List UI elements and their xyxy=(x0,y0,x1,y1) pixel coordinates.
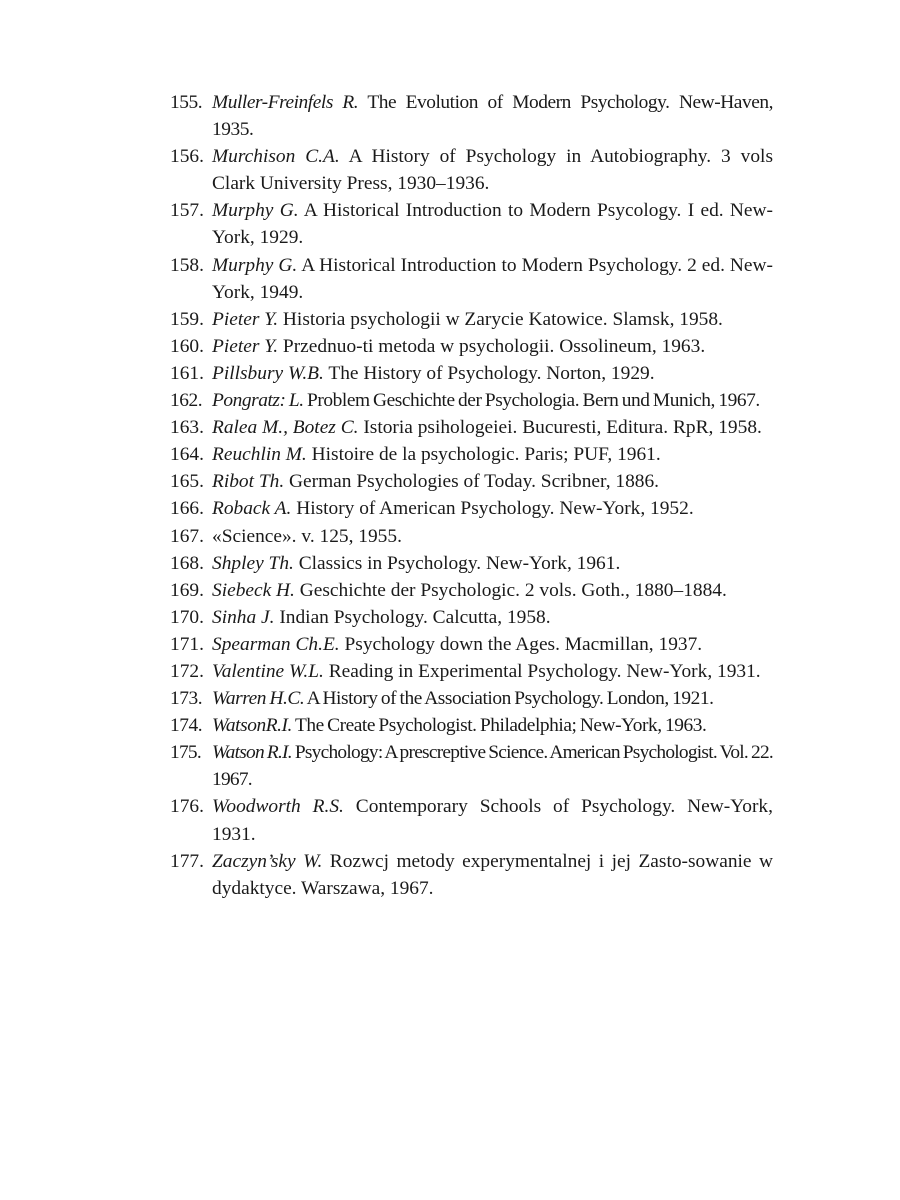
reference-item xyxy=(170,604,773,631)
reference-author: Watson R.I. xyxy=(212,742,292,764)
reference-text: Psychology: A prescreptive Science. American Psychologist. Vol. 22. 1967. xyxy=(212,742,773,791)
reference-item xyxy=(170,252,773,306)
reference-author: Murphy G. xyxy=(212,254,298,276)
reference-author: Zaczyn’sky W. xyxy=(212,850,323,872)
reference-author: Murchison C.A. xyxy=(212,146,340,168)
reference-author: Murphy G. xyxy=(212,200,299,222)
reference-author: Valentine W.L. xyxy=(212,660,324,682)
reference-number: 173. xyxy=(170,688,203,710)
reference-number: 160. xyxy=(170,335,204,357)
reference-item xyxy=(170,739,773,793)
reference-number: 170. xyxy=(170,606,204,628)
reference-item xyxy=(170,685,773,712)
reference-item xyxy=(170,306,773,333)
reference-number: 155. xyxy=(170,92,203,113)
reference-author: Muller-Freinfels R. xyxy=(212,92,359,113)
reference-number: 156. xyxy=(170,146,204,168)
reference-author: Sinha J. xyxy=(212,606,275,628)
reference-number: 165. xyxy=(170,471,204,493)
reference-item xyxy=(170,631,773,658)
reference-item xyxy=(170,577,773,604)
reference-item xyxy=(170,89,773,143)
reference-author: WatsonR.I. xyxy=(212,715,292,737)
reference-number: 172. xyxy=(170,660,204,682)
reference-number: 171. xyxy=(170,633,204,655)
reference-author: Spearman Ch.E. xyxy=(212,633,340,655)
reference-number: 166. xyxy=(170,498,204,520)
reference-item xyxy=(170,658,773,685)
reference-number: 157. xyxy=(170,200,204,222)
reference-author: Pongratz: L. xyxy=(212,390,304,412)
reference-item xyxy=(170,143,773,197)
reference-text: Psychology down the Ages. Macmillan, 1937. xyxy=(339,633,703,655)
reference-text: Istoria psihologeiei. Bucuresti, Editura. RpR, 1958. xyxy=(358,417,762,439)
reference-number: 159. xyxy=(170,308,204,330)
reference-text: A History of the Association Psychology. London, 1921. xyxy=(304,688,714,710)
reference-number: 162. xyxy=(170,390,203,412)
reference-number: 164. xyxy=(170,444,204,466)
reference-author: Ribot Th. xyxy=(212,471,285,493)
reference-text: Historia psychologii w Zarycie Katowice. Slamsk, 1958. xyxy=(278,308,723,330)
reference-item xyxy=(170,468,773,495)
reference-text: A History of Psychology in Autobiography. 3 vols Clark University Press, 1930–1936. xyxy=(212,146,773,195)
reference-number: 174. xyxy=(170,715,203,737)
reference-item xyxy=(170,360,773,387)
reference-item xyxy=(170,414,773,441)
reference-number: 167. xyxy=(170,525,204,547)
reference-author: Woodworth R.S. xyxy=(212,796,344,818)
reference-number: 158. xyxy=(170,254,204,276)
reference-author: Siebeck H. xyxy=(212,579,295,601)
reference-text: Contemporary Schools of Psychology. New-York, 1931. xyxy=(212,796,773,845)
reference-text: Indian Psychology. Calcutta, 1958. xyxy=(274,606,551,628)
reference-text: The Create Psychologist. Philadelphia; New-York, 1963. xyxy=(291,715,707,737)
reference-text: Histoire de la psychologic. Paris; PUF, 1961. xyxy=(306,444,661,466)
reference-number: 175. xyxy=(170,742,201,764)
reference-number: 161. xyxy=(170,362,204,384)
reference-item xyxy=(170,712,773,739)
reference-author: Pieter Y. xyxy=(212,308,279,330)
reference-number: 168. xyxy=(170,552,204,574)
reference-number: 177. xyxy=(170,850,204,872)
reference-number: 163. xyxy=(170,417,204,439)
reference-text: The Evolution of Modern Psychology. New-Haven, 1935. xyxy=(212,92,773,141)
reference-text: German Psychologies of Today. Scribner, 1886. xyxy=(284,471,660,493)
reference-author: Pieter Y. xyxy=(212,335,279,357)
reference-text: Problem Geschichte der Psychologia. Bern und Munich, 1967. xyxy=(303,390,760,412)
reference-item xyxy=(170,495,773,522)
reference-text: Classics in Psychology. New-York, 1961. xyxy=(293,552,621,574)
reference-text: A Historical Introduction to Modern Psycology. I ed. New-York, 1929. xyxy=(212,200,773,249)
bibliography-list xyxy=(170,89,773,902)
reference-author: Ralea M., Botez C. xyxy=(212,417,359,439)
reference-text: Rozwcj metody experymentalnej i jej Zasto-sowanie w dydaktyce. Warszawa, 1967. xyxy=(212,850,773,899)
reference-item xyxy=(170,197,773,251)
reference-item xyxy=(170,550,773,577)
reference-item xyxy=(170,848,773,902)
reference-item xyxy=(170,387,773,414)
reference-number: 169. xyxy=(170,579,204,601)
reference-author: Pillsbury W.B. xyxy=(212,362,324,384)
reference-text: Przednuo-ti metoda w psychologii. Ossolineum, 1963. xyxy=(278,335,706,357)
reference-author: Shpley Th. xyxy=(212,552,294,574)
reference-text: Reading in Experimental Psychology. New-York, 1931. xyxy=(323,660,761,682)
reference-author: Warren H.C. xyxy=(212,688,305,710)
reference-number: 176. xyxy=(170,796,204,818)
reference-item xyxy=(170,333,773,360)
reference-text: A Historical Introduction to Modern Psychology. 2 ed. New-York, 1949. xyxy=(212,254,773,303)
reference-text: The History of Psychology. Norton, 1929. xyxy=(323,362,655,384)
reference-item xyxy=(170,793,773,847)
reference-author: Roback A. xyxy=(212,498,292,520)
reference-item xyxy=(170,523,773,550)
reference-text: Geschichte der Psychologic. 2 vols. Goth., 1880–1884. xyxy=(294,579,727,601)
reference-text: History of American Psychology. New-York, 1952. xyxy=(291,498,694,520)
reference-text: «Science». v. 125, 1955. xyxy=(212,525,402,547)
reference-item xyxy=(170,441,773,468)
reference-author: Reuchlin M. xyxy=(212,444,307,466)
